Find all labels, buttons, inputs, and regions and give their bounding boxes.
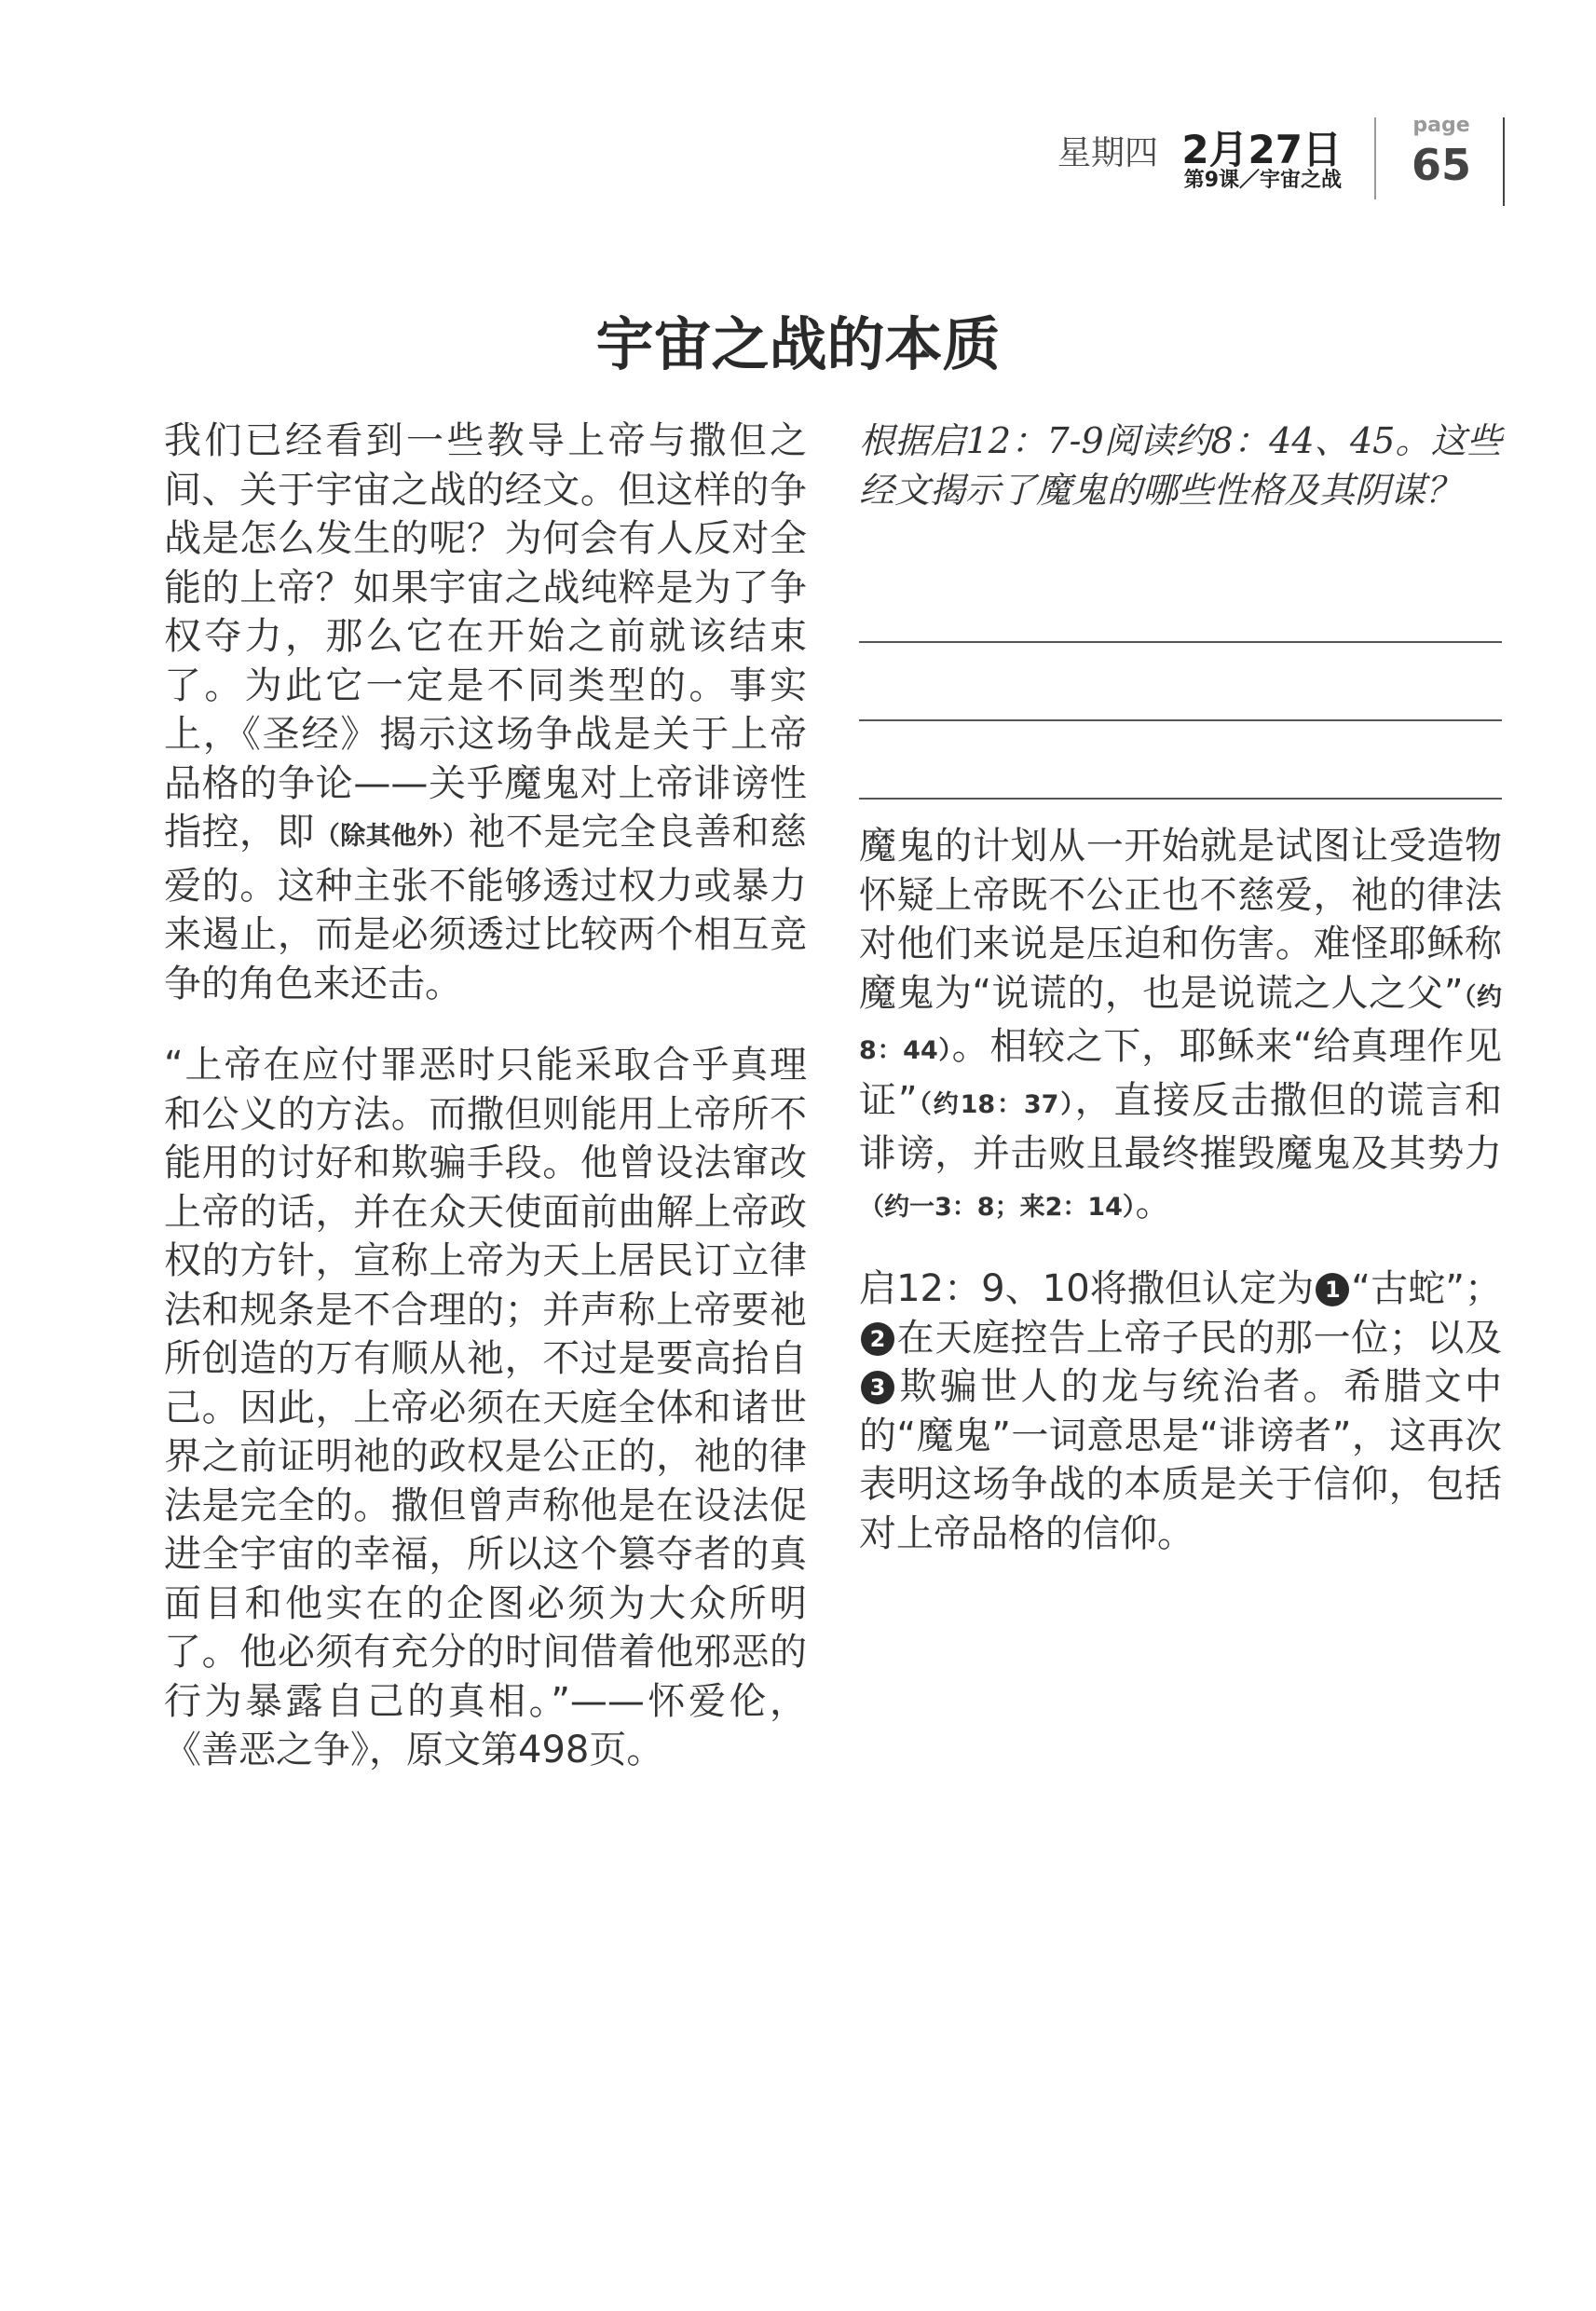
answer-lines: [859, 539, 1502, 800]
left-paragraph-1: [164, 417, 807, 1008]
header-rule: [1503, 117, 1505, 206]
answer-line[interactable]: [859, 721, 1502, 800]
header-lesson: 第9课／宇宙之战: [1183, 169, 1342, 192]
text-segment: 我们已经看到一些教导上帝与撒但之间、关于宇宙之战的经文。但这样的争战是怎么发生的呢？为何会有人反对全能的上帝？如果宇宙之战纯粹是为了争权夺力，那么它在开始之前就该结束了。为此它一定是不同类型的。事实上，《圣经》揭示这场争战是关于上帝品格的争论——关乎魔鬼对上帝诽谤性指控，即: [164, 419, 807, 854]
text-segment: 启12：9、10将撒但认定为: [859, 1267, 1315, 1310]
right-paragraph-2: [859, 1265, 1502, 1558]
text-segment: 魔鬼的计划从一开始就是试图让受造物怀疑上帝既不公正也不慈爱，祂的律法对他们来说是压迫和伤害。难怪耶稣称魔鬼为“说谎的，也是说谎之人之父”: [859, 825, 1502, 1015]
page-title: 宇宙之战的本质: [595, 310, 1001, 378]
scripture-reference: （约18：37）: [917, 1089, 1075, 1119]
page-label: page: [1412, 114, 1470, 137]
header-weekday: 星期四: [1057, 134, 1158, 172]
text-segment: “古蛇”；: [1351, 1267, 1503, 1310]
text-segment: 欺骗世人的龙与统治者。希腊文中的“魔鬼”一词意思是“诽谤者”，这再次表明这场争战的本质是关于信仰，包括对上帝品格的信仰。: [859, 1365, 1502, 1555]
page-number: 65: [1411, 140, 1471, 190]
text-segment: 在天庭控告上帝子民的那一位；以及: [896, 1316, 1502, 1360]
number-marker-2: 2: [861, 1322, 894, 1356]
text-segment: 。相较之下，耶稣来“给真理作见证”: [859, 1025, 1502, 1122]
text-segment: 。: [1135, 1181, 1173, 1224]
right-column: [859, 417, 1502, 1558]
right-paragraph-1: [859, 822, 1502, 1232]
header-divider: [1374, 117, 1376, 199]
parenthetical-note: （除其他外）: [314, 822, 469, 851]
scripture-reference: （约8：44）: [859, 982, 1503, 1065]
answer-line[interactable]: [859, 643, 1502, 721]
text-segment: ，直接反击撒但的谎言和诽谤，并击败且最终摧毁魔鬼及其势力: [859, 1078, 1502, 1175]
left-column: [164, 417, 807, 1775]
number-marker-1: 1: [1316, 1273, 1349, 1306]
study-question: 根据启12：7-9阅读约8：44、45。这些经文揭示了魔鬼的哪些性格及其阴谋？: [859, 420, 1502, 511]
left-paragraph-2-quote: “上帝在应付罪恶时只能采取合乎真理和公义的方法。而撒但则能用上帝所不能用的讨好和欺骗手段。他曾设法窜改上帝的话，并在众天使面前曲解上帝政权的方针，宣称上帝为天上居民订立律法和规条是不合理的；并声称上帝要祂所创造的万有顺从祂，不过是要高抬自己。因此，上帝必须在天庭全体和诸世界之前证明祂的政权是公正的，祂的律法是完全的。撒但曾声称他是在设法促进全宇宙的幸福，所以这个篡夺者的真面目和他实在的企图必须为大众所明了。他必须有充分的时间借着他邪恶的行为暴露自己的真相。”——怀爱伦，《善恶之争》，原文第498页。: [164, 1044, 807, 1771]
text-segment: 祂不是完全良善和慈爱的。这种主张不能够透过权力或暴力来遏止，而是必须透过比较两个相互竞争的角色来还击。: [164, 811, 808, 1005]
header-date: 2月27日: [1181, 127, 1342, 172]
answer-line[interactable]: [859, 539, 1502, 643]
scripture-reference: （约一3：8；来2：14）: [859, 1192, 1136, 1222]
number-marker-3: 3: [861, 1371, 894, 1404]
